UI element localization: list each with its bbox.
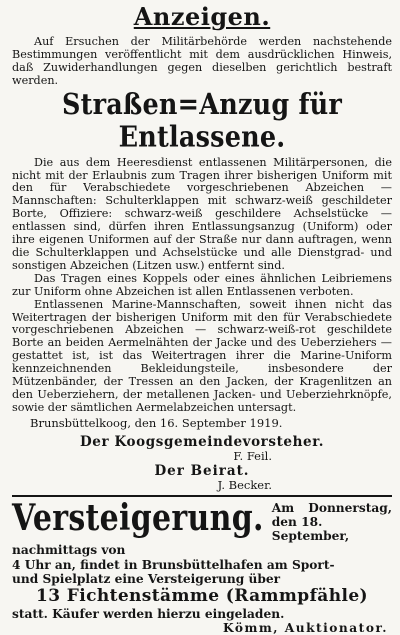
notice-headline: Straßen=Anzug für Entlassene. xyxy=(61,87,343,154)
auction-line-5: statt. Käufer werden hierzu eingeladen. xyxy=(12,606,285,621)
auctioneer-name: Kömm, Auktionator. xyxy=(223,621,388,635)
auction-item: 13 Fichtenstämme (Rammpfähle) xyxy=(35,585,369,606)
notice-paragraph-3: Entlassenen Marine-Mannschaften, soweit ihnen nicht das Weitertragen der bisherigen Uniform mit den für Verabschiedete vorgeschriebenen Abzeichen — schwarz-weiß-rot geschildete Borte an beiden Aermelnähten der Jacke und des Ueberziehers — gestattet ist, ist das Weitertragen ihrer die Marine-Uniform kennzeichnenden Bekleidungsteile, insbesondere der Mützenbänder, der Tressen an den Jacken, der Kragenlitzen an den Ueberziehern, der metallenen Jacken- und Ueberziehrknöpfe, sowie der sämtlichen Aermelabzeichen untersagt. xyxy=(12,297,392,414)
section-heading-text: Anzeigen. xyxy=(133,2,271,31)
auction-line-2: September, nachmittags von xyxy=(12,529,350,558)
auction-line-4: und Spielplatz eine Versteigerung über xyxy=(12,571,281,586)
council-title: Der Beirat. xyxy=(154,462,250,479)
auction-line-3: 4 Uhr an, findet in Brunsbüttelhafen am Sport- xyxy=(12,557,335,572)
notice-paragraph-2: Das Tragen eines Koppels oder eines ähnlichen Leibriemens zur Uniform ohne Abzeichen ist allen Entlassenen verboten. xyxy=(12,271,392,298)
section-heading xyxy=(12,4,392,30)
council-name: J. Becker. xyxy=(217,477,272,492)
notice-paragraph-1: Die aus dem Heeresdienst entlassenen Militärpersonen, die nicht mit der Erlaubnis zum Tragen ihrer bisherigen Uniform mit den für Verabschiedete vorgeschriebenen Abzeichen — Mannschaften: Schulterklappen mit schwarz-weiß geschildeter Borte, Offiziere: schwarz-weiß geschildere Achselstücke — entlassen sind, dürfen ihren Entlassungsanzug (Uniform) oder ihre eigenen Uniformen auf der Straße nur dann auftragen, wenn die Schulterklappen und Achselstücke und alle Dienstgrad- und sonstigen Abzeichen (Litzen usw.) entfernt sind. xyxy=(12,155,392,272)
auction-title: Versteigerung. xyxy=(12,497,264,540)
signature-office: Der Koogsgemeindevorsteher. xyxy=(79,433,325,450)
notice-dateline: Brunsbüttelkoog, den 16. September 1919. xyxy=(30,415,283,430)
signature-name: F. Feil. xyxy=(233,448,272,463)
auction-line-1: Am Donnerstag, den 18. xyxy=(271,500,392,529)
auction-notice xyxy=(12,497,392,635)
notice-intro: Auf Ersuchen der Militärbehörde werden nachstehende Bestimmungen veröffentlicht mit dem ausdrücklichen Hinweis, daß Zuwiderhandlungen gegen dieselben gerichtlich bestraft werden. xyxy=(12,35,392,87)
